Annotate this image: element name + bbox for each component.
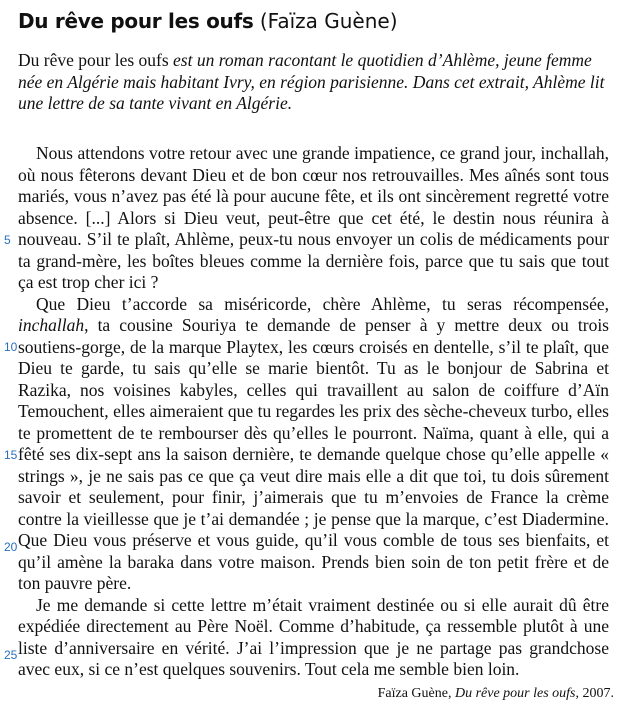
line-number-5: 5 (4, 233, 11, 247)
source-author: Faïza Guène, (377, 686, 455, 701)
document-title (18, 9, 398, 33)
paragraph-3: Je me demande si cette lettre m’était vraiment destinée ou si elle aurait dû être expédiée directement au Père Noël. Comme d’habitude, ça ressemble plutôt à une liste d’anniversaire en vérité. J’ai l’impression que je ne partage pas grandchose avec eux, si ce n’est quelques souvenirs. Tout cela me semble bien loin. (18, 594, 609, 679)
paragraph-2-rest: , ta cousine Souriya te demande de penser à y mettre deux ou trois soutiens-gorge, de la marque Playtex, les cœurs croisés en dentelle, s’il te plaît, que Dieu te garde, tu sais qu’elle se marie bientôt. Tu as le bonjour de Sabrina et Razika, nos voisines kabyles, celles qui travaillent au salon de coiffure d’Aïn Temouchent, elles aimeraient que tu regardes les prix des sèche-cheveux turbo, elles te promettent de te rembourser dès qu’elles le pourront. Naïma, quant à elle, qui a fêté ses dix-sept ans la saison dernière, te demande quelque chose qu’elle appelle « strings », je ne sais pas ce que ça veut dire mais elle a dit que toi, tu dois sûrement savoir et seulement, pour finir, j’aimerais que tu m’envoies de France la crème contre la vieillesse que je t’ai demandée ; je pense que la marque, c’est Diadermine. Que Dieu vous préserve et vous guide, qu’il vous comble de tous ses bienfaits, et qu’il amène la baraka dans votre maison. Prends bien soin de ton petit frère et de ton pauvre père. (18, 315, 609, 593)
paragraph-2-italic: inchallah (18, 315, 85, 335)
intro-work-title: Du rêve pour les oufs (18, 50, 169, 70)
excerpt-text (18, 143, 609, 681)
source-book: Du rêve pour les oufs (454, 686, 576, 701)
title-author: (Faïza Guène) (259, 9, 398, 33)
source-citation (378, 686, 614, 702)
intro-description: est un roman racontant le quotidien d’Ahlème, jeune femme née en Algérie mais habitant Ivry, en région parisienne. Dans cet extrait, Ahlème lit une lettre de sa tante vivant en Algérie. (18, 50, 605, 113)
title-main: Du rêve pour les oufs (18, 9, 254, 33)
line-number-10: 10 (4, 340, 18, 354)
paragraph-1: Nous attendons votre retour avec une grande impatience, ce grand jour, inchallah, où nous fêterons devant Dieu et de bon cœur nos retrouvailles. Mes aînés sont tous mariés, vous n’avez pas été là pour aucune fête, et ils ont sincèrement regretté votre absence. [...] Alors si Dieu veut, peut-être que cet été, le destin nous réunira à nouveau. S’il te plaît, Ahlème, peux-tu nous envoyer un colis de médicaments pour ta grand-mère, les boîtes bleues comme la dernière fois, parce que tu sais que tout ça est trop cher ici ? (18, 143, 609, 292)
line-number-20: 20 (4, 540, 18, 554)
intro-paragraph (18, 50, 613, 115)
line-number-25: 25 (4, 648, 18, 662)
line-number-15: 15 (4, 448, 18, 462)
paragraph-2-start: Que Dieu t’accorde sa miséricorde, chère Ahlème, tu seras récompensée, (36, 293, 609, 314)
source-year: , 2007. (575, 686, 614, 701)
paragraph-2 (18, 294, 609, 595)
